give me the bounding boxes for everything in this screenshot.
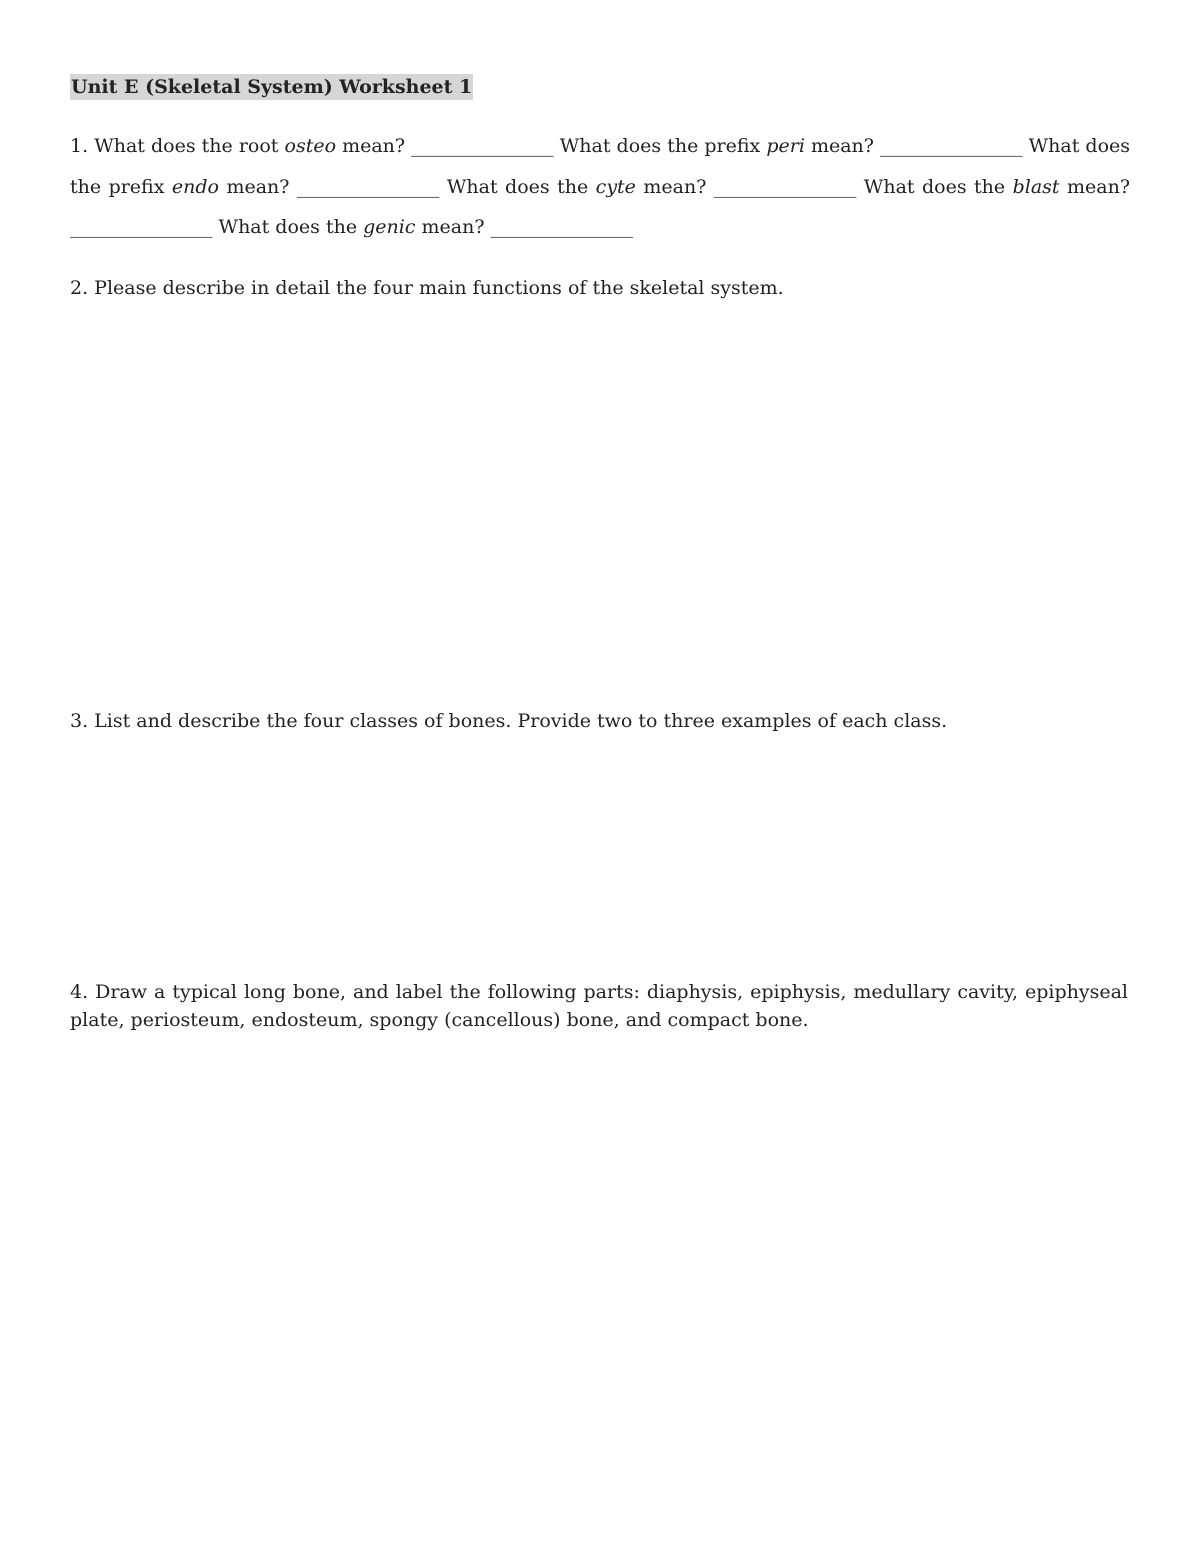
question-1 — [70, 126, 1130, 248]
q1-text: What does the prefix — [553, 135, 767, 157]
q1-text: mean? — [415, 216, 491, 238]
q1-text: mean? — [336, 135, 412, 157]
q1-text: mean? — [219, 175, 297, 198]
question-3: 3. List and describe the four classes of bones. Provide two to three examples of each class. — [70, 710, 948, 732]
q1-text: What does the prefix — [70, 135, 1131, 198]
q1-term-blast: blast — [1012, 175, 1060, 198]
answer-blank-genic: _______________ — [490, 216, 634, 238]
q1-term-endo: endo — [171, 175, 219, 198]
answer-blank-osteo: _______________ — [411, 135, 554, 157]
answer-blank-cyte: _______________ — [713, 175, 857, 198]
q1-term-genic: genic — [363, 216, 416, 238]
question-4: 4. Draw a typical long bone, and label the following parts: diaphysis, epiphysis, medullary cavity, epiphyseal plate, periosteum, endosteum, spongy (cancellous) bone, and compact bone. — [70, 981, 1128, 1031]
q1-text: 1. What does the root — [70, 135, 285, 157]
q1-text: What does the — [439, 175, 596, 198]
question-2: 2. Please describe in detail the four main functions of the skeletal system. — [70, 277, 784, 299]
q1-term-cyte: cyte — [595, 175, 636, 198]
q1-text: mean? — [1059, 175, 1131, 198]
q1-text: What does the — [212, 216, 364, 238]
q1-text: What does the — [856, 175, 1013, 198]
q1-text: mean? — [804, 135, 881, 157]
worksheet-title: Unit E (Skeletal System) Worksheet 1 — [71, 76, 473, 98]
q1-term-peri: peri — [766, 135, 805, 157]
answer-blank-blast: _______________ — [70, 216, 213, 238]
answer-blank-endo: _______________ — [296, 175, 440, 198]
answer-blank-peri: _______________ — [880, 135, 1023, 157]
q1-text: mean? — [635, 175, 714, 198]
q1-term-osteo: osteo — [284, 135, 337, 157]
